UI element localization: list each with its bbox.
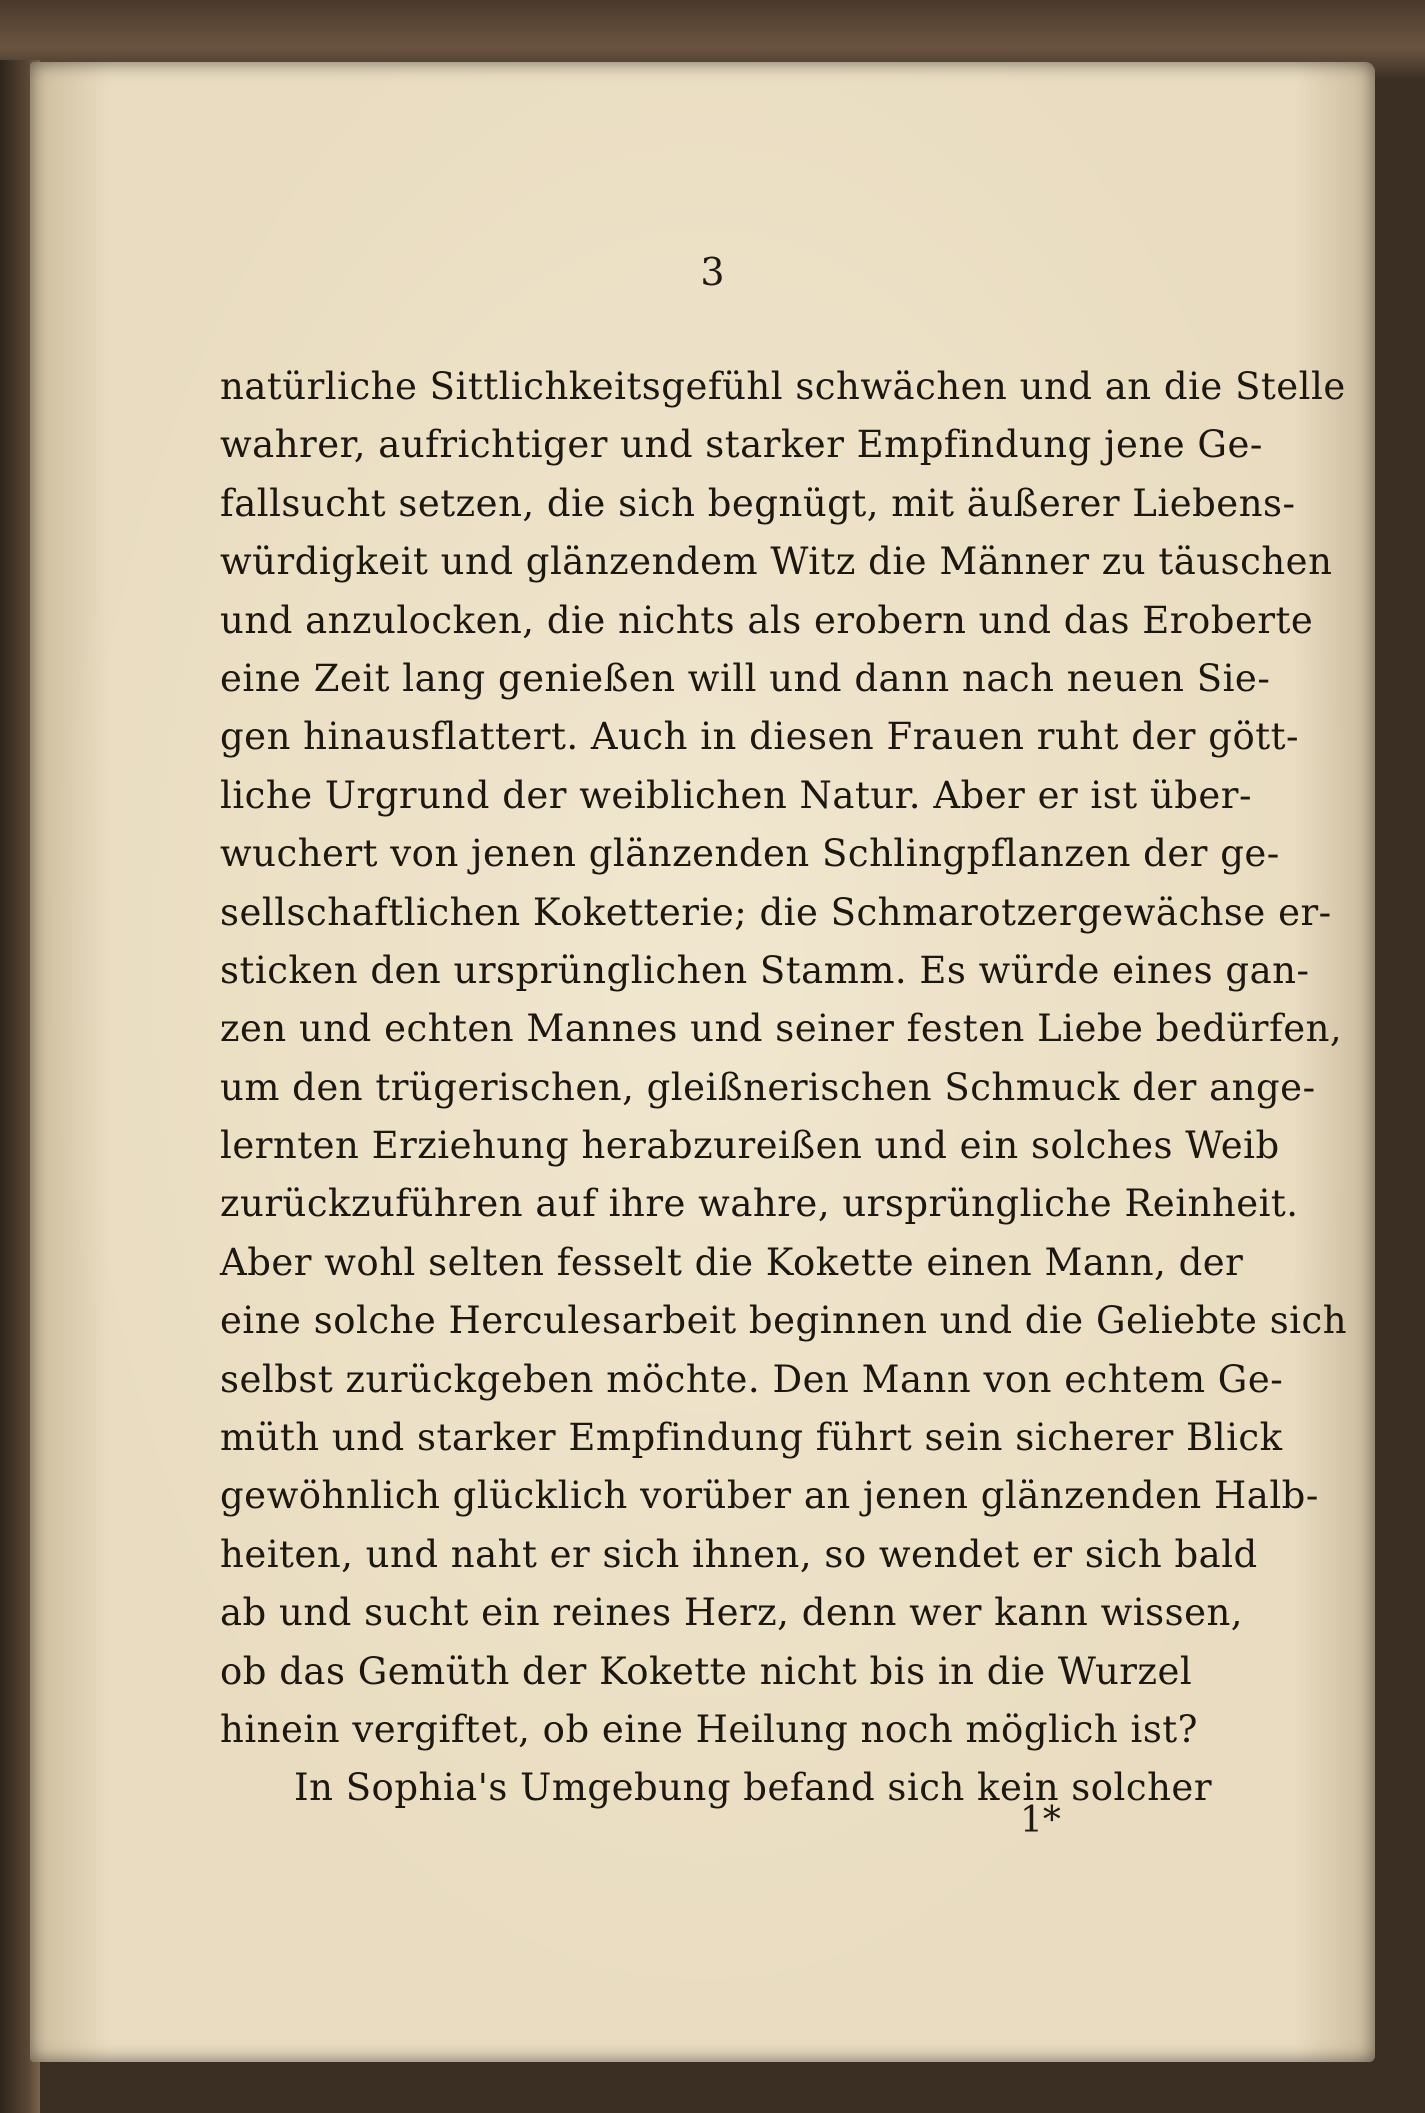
text-line: Aber wohl selten fesselt die Kokette einen Mann, der xyxy=(220,1240,1244,1284)
text-line: In Sophia's Umgebung befand sich kein solcher xyxy=(294,1766,1213,1810)
text-line: eine solche Herculesarbeit beginnen und die Geliebte sich xyxy=(220,1299,1348,1343)
text-line: selbst zurückgeben möchte. Den Mann von echtem Ge- xyxy=(220,1357,1284,1401)
text-line: müth und starker Empfindung führt sein sicherer Blick xyxy=(220,1416,1283,1460)
text-line: um den trügerischen, gleißnerischen Schmuck der ange- xyxy=(220,1065,1316,1109)
signature-mark: 1* xyxy=(1020,1800,1061,1841)
body-text xyxy=(220,358,1348,1818)
text-line: fallsucht setzen, die sich begnügt, mit äußerer Liebens- xyxy=(220,481,1296,525)
text-line: eine Zeit lang genießen will und dann nach neuen Sie- xyxy=(220,656,1271,700)
text-line: ab und sucht ein reines Herz, denn wer kann wissen, xyxy=(220,1591,1244,1635)
text-line: natürliche Sittlichkeitsgefühl schwächen und an die Stelle xyxy=(220,365,1346,408)
text-line: sellschaftlichen Koketterie; die Schmarotzergewächse er- xyxy=(220,890,1332,934)
text-line: lernten Erziehung herabzureißen und ein solches Weib xyxy=(220,1124,1280,1168)
text-line: und anzulocken, die nichts als erobern und das Eroberte xyxy=(220,598,1314,642)
text-line: zen und echten Mannes und seiner festen Liebe bedürfen, xyxy=(220,1007,1343,1051)
text-line: hinein vergiftet, ob eine Heilung noch möglich ist? xyxy=(220,1707,1199,1751)
text-line: wahrer, aufrichtiger und starker Empfindung jene Ge- xyxy=(220,423,1263,467)
text-line: liche Urgrund der weiblichen Natur. Aber er ist über- xyxy=(220,773,1252,817)
text-line: gewöhnlich glücklich vorüber an jenen glänzenden Halb- xyxy=(220,1474,1319,1518)
text-line: gen hinausflattert. Auch in diesen Frauen ruht der gött- xyxy=(220,715,1299,759)
text-line: sticken den ursprünglichen Stamm. Es würde eines gan- xyxy=(220,948,1310,992)
text-line: wuchert von jenen glänzenden Schlingpflanzen der ge- xyxy=(220,832,1280,876)
text-line: heiten, und naht er sich ihnen, so wendet er sich bald xyxy=(220,1532,1258,1576)
text-line: ob das Gemüth der Kokette nicht bis in die Wurzel xyxy=(220,1649,1193,1693)
text-line: würdigkeit und glänzendem Witz die Männer zu täuschen xyxy=(220,540,1333,584)
text-line: zurückzuführen auf ihre wahre, ursprüngliche Reinheit. xyxy=(220,1182,1299,1226)
page-number: 3 xyxy=(700,250,725,294)
